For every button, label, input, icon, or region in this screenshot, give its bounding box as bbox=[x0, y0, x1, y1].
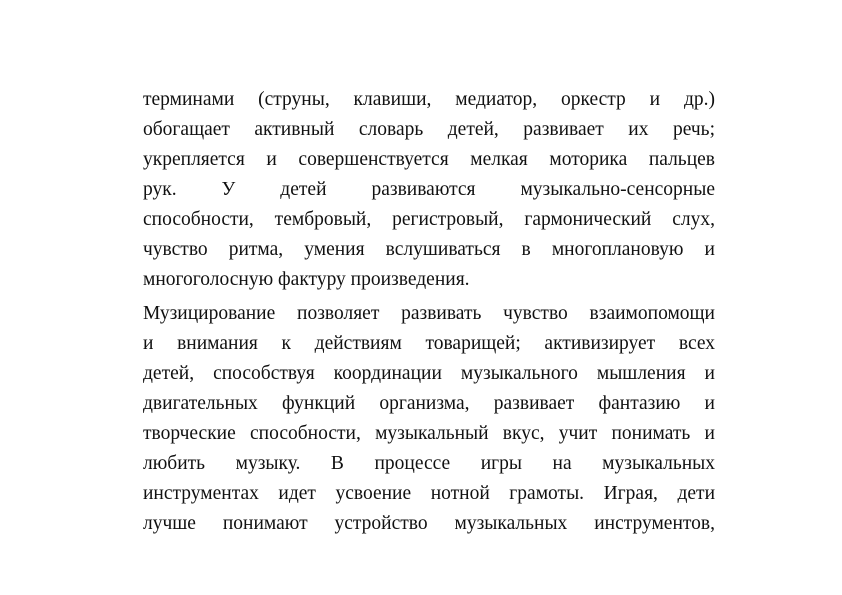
text-line: чувство ритма, умения вслушиваться в многоплановую и bbox=[143, 239, 715, 260]
text-line: инструментах идет усвоение нотной грамоты. Играя, дети bbox=[143, 483, 715, 504]
text-line: Музицирование позволяет развивать чувство взаимопомощи bbox=[143, 303, 715, 324]
text-line: рук. У детей развиваются музыкально-сенсорные bbox=[143, 179, 715, 200]
text-line: двигательных функций организма, развивает фантазию и bbox=[143, 393, 715, 414]
document-text bbox=[143, 85, 715, 539]
text-line: детей, способствуя координации музыкального мышления и bbox=[143, 363, 715, 384]
text-line: укрепляется и совершенствуется мелкая моторика пальцев bbox=[143, 149, 715, 170]
paragraph-2 bbox=[143, 299, 715, 539]
text-line: лучше понимают устройство музыкальных инструментов, bbox=[143, 513, 715, 534]
text-line: терминами (струны, клавиши, медиатор, оркестр и др.) bbox=[143, 89, 715, 110]
text-line: обогащает активный словарь детей, развивает их речь; bbox=[143, 119, 715, 140]
text-line: и внимания к действиям товарищей; активизирует всех bbox=[143, 333, 715, 354]
paragraph-1 bbox=[143, 85, 715, 295]
text-line: способности, тембровый, регистровый, гармонический слух, bbox=[143, 209, 715, 230]
text-line: любить музыку. В процессе игры на музыкальных bbox=[143, 453, 715, 474]
text-line: творческие способности, музыкальный вкус, учит понимать и bbox=[143, 423, 715, 444]
text-line: многоголосную фактуру произведения. bbox=[143, 269, 470, 290]
